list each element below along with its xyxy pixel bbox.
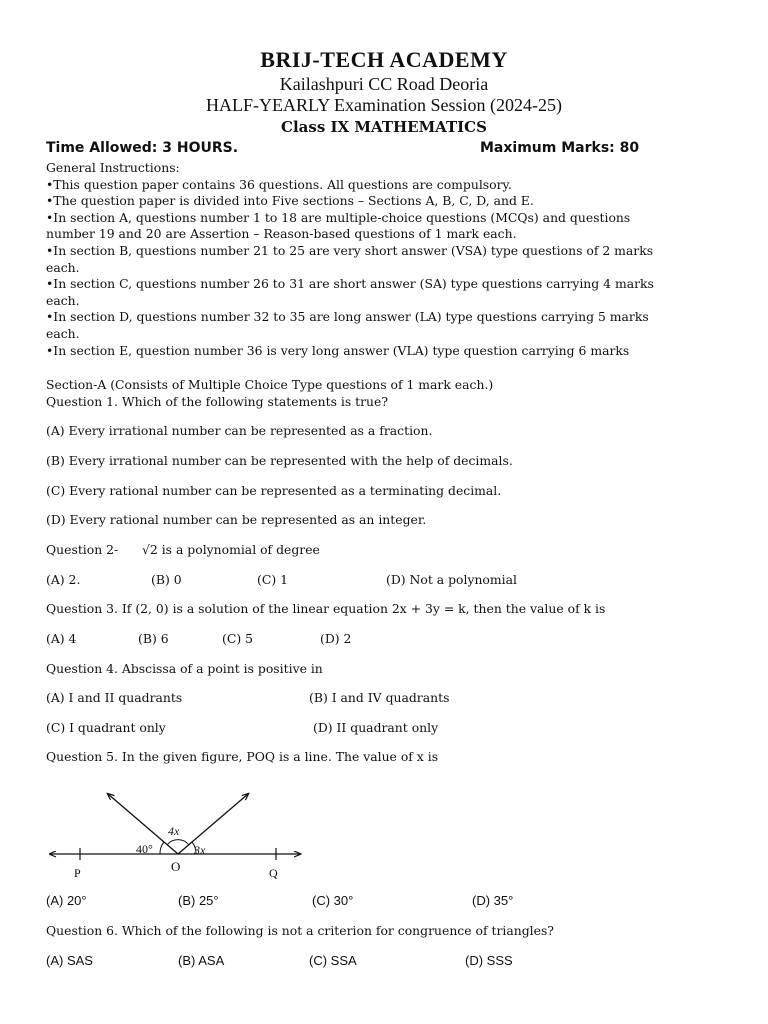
q6-option-d: (D) SSS bbox=[465, 953, 513, 968]
q5-option-a: (A) 20° bbox=[46, 893, 87, 908]
academy-title: BRIJ-TECH ACADEMY bbox=[260, 47, 508, 72]
q4-option-d: (D) II quadrant only bbox=[313, 720, 439, 735]
angle-figure bbox=[44, 782, 314, 882]
exam-session: HALF-YEARLY Examination Session (2024-25) bbox=[206, 95, 562, 115]
section-a-heading: Section-A (Consists of Multiple Choice Type questions of 1 mark each.) bbox=[46, 377, 494, 392]
angle-label-40: 40° bbox=[136, 842, 153, 856]
question-5: Question 5. In the given figure, POQ is a line. The value of x is bbox=[46, 749, 439, 764]
instructions-heading: General Instructions: bbox=[46, 160, 180, 175]
point-o-label: O bbox=[171, 859, 181, 874]
angle-label-4x: 4x bbox=[168, 824, 180, 838]
instruction-line: number 19 and 20 are Assertion – Reason-based questions of 1 mark each. bbox=[46, 226, 517, 242]
general-instructions bbox=[46, 160, 654, 359]
point-q-label: Q bbox=[269, 866, 278, 880]
angle-label-3x: 3x bbox=[194, 843, 206, 857]
instruction-line: each. bbox=[46, 259, 80, 275]
q6-option-a: (A) SAS bbox=[46, 953, 93, 968]
max-marks: Maximum Marks: 80 bbox=[480, 140, 640, 156]
q2-option-a: (A) 2. bbox=[46, 572, 81, 587]
question-2-label: Question 2- bbox=[46, 542, 119, 557]
instruction-line: •This question paper contains 36 questions. All questions are compulsory. bbox=[46, 176, 512, 192]
q3-option-b: (B) 6 bbox=[138, 631, 169, 646]
instruction-line: •The question paper is divided into Five sections – Sections A, B, C, D, and E. bbox=[46, 193, 534, 209]
q5-option-c: (C) 30° bbox=[312, 893, 354, 908]
time-allowed: Time Allowed: 3 HOURS. bbox=[46, 140, 239, 156]
q1-option-c: (C) Every rational number can be represented as a terminating decimal. bbox=[46, 483, 502, 498]
q3-option-a: (A) 4 bbox=[46, 631, 77, 646]
q1-option-b: (B) Every irrational number can be represented with the help of decimals. bbox=[46, 453, 513, 468]
arc-left bbox=[160, 842, 164, 854]
arc-mid bbox=[167, 840, 189, 845]
instruction-line: each. bbox=[46, 292, 80, 308]
q1-option-a: (A) Every irrational number can be represented as a fraction. bbox=[46, 423, 433, 438]
instruction-line: •In section E, question number 36 is very long answer (VLA) type question carrying 6 marks bbox=[46, 342, 630, 358]
instruction-line: •In section D, questions number 32 to 35 are long answer (LA) type questions carrying 5 marks bbox=[46, 309, 649, 325]
q2-option-d: (D) Not a polynomial bbox=[386, 572, 517, 587]
q3-option-d: (D) 2 bbox=[320, 631, 352, 646]
point-p-label: P bbox=[74, 866, 81, 880]
q3-option-c: (C) 5 bbox=[222, 631, 253, 646]
instruction-line: each. bbox=[46, 325, 80, 341]
question-1: Question 1. Which of the following statements is true? bbox=[46, 394, 389, 409]
question-2: √2 is a polynomial of degree bbox=[142, 542, 320, 557]
class-subject: Class IX MATHEMATICS bbox=[281, 118, 487, 136]
q5-option-b: (B) 25° bbox=[178, 893, 219, 908]
instruction-line: •In section B, questions number 21 to 25 are very short answer (VSA) type questions of 2 marks bbox=[46, 242, 654, 258]
question-4: Question 4. Abscissa of a point is positive in bbox=[46, 661, 323, 676]
q4-option-c: (C) I quadrant only bbox=[46, 720, 166, 735]
academy-address: Kailashpuri CC Road Deoria bbox=[279, 74, 489, 94]
q6-option-b: (B) ASA bbox=[178, 953, 225, 968]
q5-option-d: (D) 35° bbox=[472, 893, 514, 908]
q4-option-b: (B) I and IV quadrants bbox=[309, 690, 450, 705]
q6-option-c: (C) SSA bbox=[309, 953, 357, 968]
question-3: Question 3. If (2, 0) is a solution of the linear equation 2x + 3y = k, then the value of k is bbox=[46, 601, 606, 616]
q2-option-b: (B) 0 bbox=[151, 572, 182, 587]
q4-option-a: (A) I and II quadrants bbox=[46, 690, 183, 705]
q2-option-c: (C) 1 bbox=[257, 572, 288, 587]
instruction-line: •In section A, questions number 1 to 18 are multiple-choice questions (MCQs) and questions bbox=[46, 209, 631, 225]
q1-option-d: (D) Every rational number can be represented as an integer. bbox=[46, 512, 427, 527]
question-6: Question 6. Which of the following is not a criterion for congruence of triangles? bbox=[46, 923, 554, 938]
instruction-line: •In section C, questions number 26 to 31 are short answer (SA) type questions carrying 4 marks bbox=[46, 276, 654, 292]
